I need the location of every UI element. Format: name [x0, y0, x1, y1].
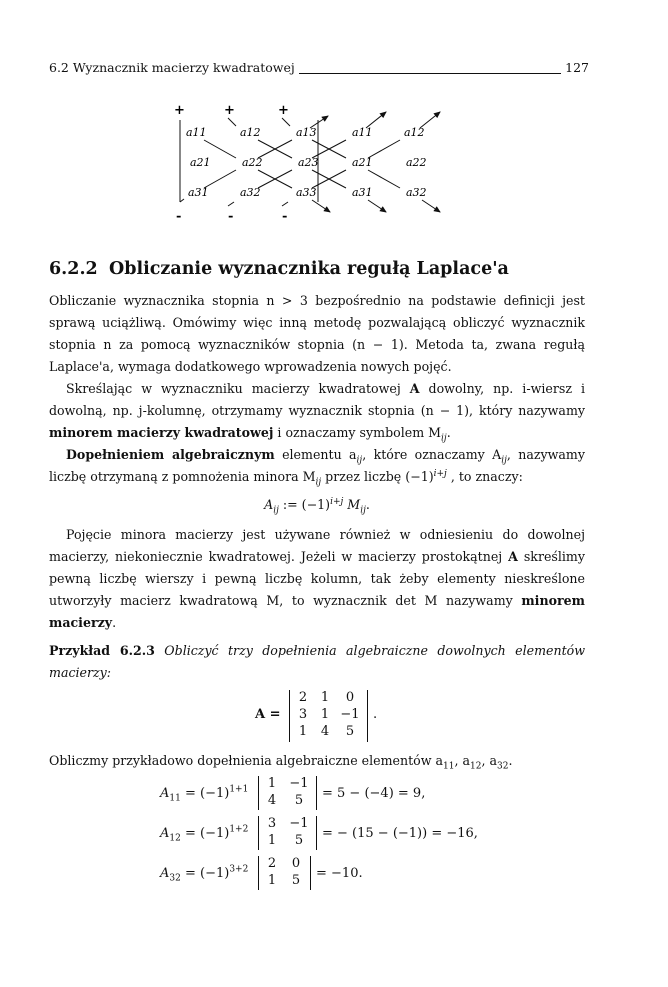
matrix-cell: 1	[320, 690, 330, 705]
matrix-cell: 3	[298, 707, 308, 722]
minus-sign: -	[228, 209, 234, 224]
matrix-entry: a31	[188, 186, 209, 199]
page-number: 127	[565, 60, 589, 75]
matrix-label: A =	[255, 707, 281, 722]
plus-sign: +	[224, 103, 235, 118]
formula-cofactor: $A_{ij}$ := $(-1)^{i+j}$ $M_{ij}$.	[264, 496, 370, 516]
cofactor-row: $A_{12} = (-1)^{1+2}$ 3 −1 1 5 = − (15 − (−1)) = −16,	[160, 816, 478, 848]
matrix-entry: a21	[190, 156, 211, 169]
matrix-entry: a32	[240, 186, 261, 199]
det-cell: 1	[267, 776, 277, 791]
matrix-entry: a22	[242, 156, 263, 169]
paragraph: Obliczmy przykładowo dopełnienia algebraiczne elementów $a_{11}$, $a_{12}$, $a_{32}$.	[49, 753, 513, 772]
matrix-cell: 2	[298, 690, 308, 705]
matrix-cell: −1	[340, 707, 360, 722]
section-heading	[49, 259, 509, 279]
running-head	[49, 60, 589, 78]
det-bar-right	[310, 856, 311, 890]
matrix-cell: 4	[320, 724, 330, 739]
matrix-end: .	[373, 707, 378, 722]
det-bar-left	[258, 816, 259, 850]
matrix-entry: a13	[296, 126, 317, 139]
section-number: 6.2.2	[49, 259, 98, 279]
det-bar-left	[289, 690, 290, 742]
minus-sign: -	[282, 209, 288, 224]
paragraph: Skreślając w wyznaczniku macierzy kwadratowej A dowolny, np. i-wiersz i dowolną, np. j-kolumnę, otrzymamy wyznacznik stopnia (n − 1), który nazywamy minorem macierzy kwadratowej i oznaczamy symbolem $M_{ij}$.	[49, 381, 585, 444]
body-text	[49, 750, 585, 772]
det-cell: −1	[289, 816, 309, 831]
cofactor-result: = 5 − (−4) = 9,	[322, 786, 426, 801]
example-label: Przykład 6.2.3	[49, 643, 155, 658]
matrix-entry: a22	[406, 156, 427, 169]
sarrus-diagram	[160, 100, 450, 230]
matrix-entry: a12	[404, 126, 425, 139]
cofactor-row: $A_{11} = (-1)^{1+1}$ 1 −1 4 5 = 5 − (−4) = 9,	[160, 776, 426, 808]
det-cell: 2	[267, 856, 277, 871]
det-cell: 5	[294, 793, 304, 808]
matrix-entry: a12	[240, 126, 261, 139]
det-cell: 0	[291, 856, 301, 871]
det-cell: 4	[267, 793, 277, 808]
matrix-entry: a31	[352, 186, 373, 199]
matrix-cell: 1	[320, 707, 330, 722]
example-statement: Przykład 6.2.3 Obliczyć trzy dopełnienia algebraiczne dowolnych elementów macierzy:	[49, 643, 585, 680]
matrix-entry: a21	[352, 156, 373, 169]
det-cell: 5	[291, 873, 301, 888]
paragraph: Obliczanie wyznacznika stopnia n > 3 bezpośrednio na podstawie definicji jest sprawą uciążliwą. Omówimy więc inną metodę pozwalającą obliczyć wyznacznik stopnia n za pomocą wyznaczników stopnia (n − 1). Metoda ta, zwana regułą Laplace'a, wymaga dodatkowego wprowadzenia nowych pojęć.	[49, 293, 585, 374]
det-bar-right	[316, 776, 317, 810]
body-text	[49, 290, 585, 684]
matrix-A	[255, 690, 415, 742]
matrix-entry: a11	[352, 126, 373, 139]
running-head-rule	[299, 73, 561, 74]
matrix-entry: a11	[186, 126, 207, 139]
matrix-entry: a32	[406, 186, 427, 199]
matrix-entry: a33	[296, 186, 317, 199]
det-bar-left	[258, 856, 259, 890]
det-bar-right	[367, 690, 368, 742]
cofactor-row: $A_{32} = (-1)^{3+2}$ 2 0 1 5 = −10.	[160, 856, 363, 888]
section-title: Obliczanie wyznacznika regułą Laplace'a	[109, 259, 509, 279]
cofactor-result: = −10.	[316, 866, 363, 881]
minus-sign: -	[176, 209, 182, 224]
det-bar-left	[258, 776, 259, 810]
det-bar-right	[316, 816, 317, 850]
det-cell: 1	[267, 833, 277, 848]
matrix-cell: 1	[298, 724, 308, 739]
det-cell: 5	[294, 833, 304, 848]
matrix-entry: a23	[298, 156, 319, 169]
running-head-title: 6.2 Wyznacznik macierzy kwadratowej	[49, 60, 295, 75]
matrix-cell: 5	[345, 724, 355, 739]
plus-sign: +	[174, 103, 185, 118]
det-cell: 3	[267, 816, 277, 831]
matrix-cell: 0	[345, 690, 355, 705]
paragraph: Dopełnieniem algebraicznym elementu $a_{ij}$, które oznaczamy $A_{ij}$, nazywamy liczbę otrzymaną z pomnożenia minora $M_{ij}$ przez liczbę $(-1)^{i+j}$ , to znaczy:	[49, 447, 585, 488]
cofactor-result: = − (15 − (−1)) = −16,	[322, 826, 478, 841]
det-cell: −1	[289, 776, 309, 791]
plus-sign: +	[278, 103, 289, 118]
det-cell: 1	[267, 873, 277, 888]
paragraph: Pojęcie minora macierzy jest używane również w odniesieniu do dowolnej macierzy, niekoniecznie kwadratowej. Jeżeli w macierzy prostokątnej A skreślimy pewną liczbę wierszy i pewną liczbę kolumn, tak żeby elementy nieskreślone utworzyły macierz kwadratową M, to wyznacznik det M nazywamy minorem macierzy.	[49, 527, 585, 630]
